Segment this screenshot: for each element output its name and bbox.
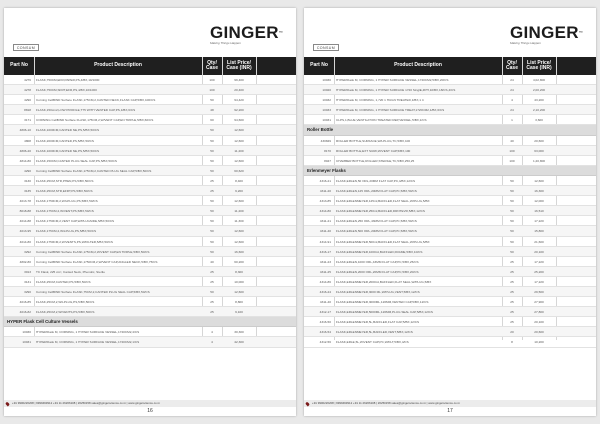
price-cell: 16,300 [534, 189, 544, 194]
description-cell: HYPERFlask M, CORNING, 1 HYPER SURFACE VESSEL,1720CM2,5/BX,20/CS [336, 78, 449, 82]
part-no-cell: 3130 [24, 178, 31, 183]
part-no-cell: 4314-91 [319, 239, 331, 244]
part-no-cell: 4313-85 [319, 199, 331, 204]
part-no-cell: 10032 [322, 98, 331, 103]
description-cell: FLASK,175CM,2,W/VENT,PS,5/BX,50/CS [36, 209, 94, 214]
qty-cell: 40 [210, 259, 214, 264]
price-cell: 21,600 [534, 239, 544, 244]
qty-cell: 50 [510, 209, 514, 214]
part-no-cell: 10031 [322, 118, 331, 123]
qty-cell: 25 [510, 310, 514, 315]
qty-cell: 50 [210, 239, 214, 244]
description-cell: FLASK,1750CM,2,VENT CAP,W/PLUGSIDE,5/BX,50/CS [36, 219, 115, 224]
table-header [304, 57, 596, 75]
qty-cell: 8 [511, 340, 513, 345]
qty-cell: 50 [510, 249, 514, 254]
header-part-no: Part No [10, 62, 28, 69]
description-cell: Corning CellBIND Surface FLASK,175CM,2,W/VENT CAP,EN TRIPLE,5/BX,50/CS [36, 249, 150, 254]
description-cell: FLASK,25CM,STR,PHEN,PS,5/BX,50/CS [36, 178, 94, 183]
price-cell: 27,900 [534, 300, 544, 305]
table-row [304, 85, 596, 95]
table-row [304, 226, 596, 236]
price-cell: 8,800 [235, 300, 243, 305]
qty-cell: 100 [509, 148, 515, 153]
qty-cell: 24 [510, 78, 514, 82]
table-row [4, 337, 296, 347]
table-row [4, 307, 296, 317]
price-cell: 12,600 [234, 128, 244, 133]
qty-cell: 25 [510, 279, 514, 284]
part-no-cell: 4316-24 [319, 289, 331, 294]
qty-cell: 50 [510, 239, 514, 244]
description-cell: FLASK,1000CM,CANTED NE,PS,5/BX,50/CS [36, 148, 100, 153]
footer-contact: +91 9900226208 | 9999493912 +91 11 26266108 | 26250158 sales@gingerscience.co.in | www.gingerscience.co.in [12, 401, 160, 405]
table-row [4, 146, 296, 156]
price-cell: 9,100 [235, 310, 243, 315]
qty-cell: 40 [510, 138, 514, 143]
description-cell: FLASK,25CM,CANTED,PS,5/BX,50/CS [36, 279, 91, 284]
price-cell: 4,02,800 [532, 78, 546, 82]
qty-cell: 50 [510, 199, 514, 204]
qty-cell: 50 [510, 189, 514, 194]
price-cell: 12,600 [234, 138, 244, 143]
description-cell: Corning CellBIND Surface FLASK,175CM,2,CANTED NECK,FLASK CAP,5/BX,100/CS [36, 98, 156, 103]
description-cell: FLASK,ERLEN,50 ORL,20MM FLAT CAP,PC,4/BX,12/CS [336, 178, 416, 183]
part-no-cell: 4312-17 [319, 310, 331, 315]
description-cell: FLASK,ERLEN,250 ORL,43MM FLAT CAP,PC,5/BX,50/CS [336, 219, 417, 224]
qty-cell: 50 [510, 219, 514, 224]
table-row [304, 267, 596, 277]
price-cell: 29,500 [534, 289, 544, 294]
part-no-cell: 3292 [24, 249, 31, 254]
qty-cell: 50 [210, 199, 214, 204]
qty-cell: 50 [510, 178, 514, 183]
description-cell: FLASK,750CM,EFR,PAPER,PS,4/BX,10/1000 [36, 78, 100, 82]
price-cell: 10,200 [534, 340, 544, 345]
part-no-cell: 3131 [24, 279, 31, 284]
qty-cell: 50 [210, 158, 214, 163]
part-no-cell: 4016-85 [19, 300, 31, 305]
price-cell: 8,300 [235, 269, 243, 274]
table-row [304, 206, 596, 216]
price-cell: 20,600 [534, 330, 544, 335]
description-cell: HYPERFlask M, CORNING, 1 HYPER SURFACE TREAT,1720CM2,1/BX,6/CS [336, 108, 445, 113]
part-no-cell: 3135 [24, 189, 31, 194]
table-row [4, 237, 296, 247]
qty-cell: 25 [210, 189, 214, 194]
part-no-cell: 10030 [22, 330, 31, 335]
price-cell: 30,300 [234, 330, 244, 335]
qty-cell: 100 [209, 88, 215, 93]
table-row [4, 257, 296, 267]
description-cell: Corning CellBIND Surface FLASK,75CM,2,CANTED PLUG SEAL CAP,5/BX,50/CS [36, 289, 150, 294]
part-no-cell: 4014-80 [19, 239, 31, 244]
table-row [304, 337, 596, 347]
table-row [4, 136, 296, 146]
table-row [304, 196, 596, 206]
qty-cell: 1 [511, 118, 513, 123]
description-cell: FLASK,25CM,2,W/LPLUG,PS,5/BX,50/CS [36, 300, 95, 305]
price-cell: 94,600 [234, 118, 244, 123]
price-cell: 8,400 [235, 178, 243, 183]
description-cell: ROLLER BOTTLE,SURFACE,W/LPLUG,TC,5/BX,100 [336, 138, 411, 143]
price-cell: 16,510 [534, 209, 544, 214]
qty-cell: 50 [210, 138, 214, 143]
part-no-cell: 4314-80 [319, 209, 331, 214]
price-cell: 12,600 [234, 289, 244, 294]
part-no-cell: 4311-20 [319, 189, 331, 194]
header-price: List Price/ Case (INR) [526, 59, 552, 71]
part-no-cell: 4013-95 [19, 229, 31, 234]
description-cell: FLASK,ERLE,5L,W/VENT CAP,PC,W/FLT,5/BX,4/CS [336, 340, 409, 345]
part-no-cell: 4316-50 [319, 320, 331, 325]
table-row [304, 176, 596, 186]
qty-cell: 50 [210, 168, 214, 173]
qty-cell: 25 [510, 269, 514, 274]
qty-cell: 48 [210, 108, 214, 113]
part-no-cell: 4311-25 [319, 269, 331, 274]
table-row [4, 287, 296, 297]
qty-cell: 50 [210, 289, 214, 294]
price-cell: 12,600 [534, 178, 544, 183]
description-cell: FLASK,ERLENMEYER,3000 ML,W/PLUG,VENT,5/BX,12/CS [336, 289, 420, 294]
table-row [304, 297, 596, 307]
qty-cell: 25 [210, 310, 214, 315]
part-no-cell: 8018-88 [19, 209, 31, 214]
description-cell: CHAMBER BOTTLE,ROLLER,STERILE,TC,5/BX,250,25 [336, 158, 415, 163]
table-row [304, 257, 596, 267]
header-qty: Qty/ Case [506, 59, 518, 71]
part-no-cell: 4278 [24, 88, 31, 93]
brand-name: GINGER [510, 23, 579, 42]
price-cell: 43,200 [534, 98, 544, 103]
qty-cell: 100 [209, 78, 215, 82]
part-no-cell: 4806-20 [19, 148, 31, 153]
category-heading: HYPER Flask Cell Culture Vessels [4, 317, 296, 327]
section-tag: CONSUM [13, 44, 39, 51]
price-cell: 15,800 [534, 229, 544, 234]
price-cell: 27,800 [534, 310, 544, 315]
description-cell: FLASK,25CM,STR,EFRT,PS,5/BX,50/CS [36, 189, 93, 194]
table-row [4, 186, 296, 196]
table-row [304, 186, 596, 196]
description-cell: FLASK,150cm2,LOW PROFILE,T75 WITH VENTED CAP,PS,1/BX,6/CS [36, 108, 136, 113]
qty-cell: 25 [510, 320, 514, 325]
description-cell: FLASK,1750CM,2,W/LPLUG,PS,5/BX,50/CS [36, 199, 98, 204]
qty-cell: 25 [510, 300, 514, 305]
table-row [4, 277, 296, 287]
description-cell: FLASK,1000CM,CANTED NE,PS,5/BX,50/CS [36, 128, 100, 133]
table-row [4, 125, 296, 135]
table-row [4, 206, 296, 216]
footer-contact: +91 9900226208 | 9999493912 +91 11 26266108 | 26250158 sales@gingerscience.co.in | www.gingerscience.co.in [312, 401, 460, 405]
table-row [304, 115, 596, 125]
description-cell: HYPERFlask M, CORNING, 1 HYPER SURFACE VESSEL,1720CM2,1/CS [36, 340, 140, 345]
price-cell: 20,100 [534, 249, 544, 254]
table-row [304, 287, 596, 297]
price-cell: 92,200 [234, 108, 244, 113]
part-no-cell: 4311-40 [319, 229, 331, 234]
price-cell: 2,10,200 [532, 108, 546, 113]
description-cell: FLASK,150CM,CANTED PLUG SEAL CAP,PS,5/BX,50/CS [36, 158, 117, 163]
part-no-cell: 4311-23 [319, 259, 331, 264]
description-cell: FLASK,ERLENMEYER,5000ML,120MM,PLUG SEAL CAP,5/BX,12/CS [336, 310, 433, 315]
part-no-cell: 3290 [24, 289, 31, 294]
brand-tagline: Making Things Happen [510, 41, 541, 45]
table-row [4, 95, 296, 105]
product-table [304, 75, 596, 348]
price-cell: 20,600 [534, 138, 544, 143]
part-no-cell: 3013 [24, 269, 31, 274]
price-cell: 11,200 [234, 148, 244, 153]
price-cell: 12,600 [234, 158, 244, 163]
qty-cell: 4 [511, 98, 513, 103]
price-cell: 11,200 [234, 209, 244, 214]
table-row [304, 136, 596, 146]
location-pin-icon [5, 401, 10, 406]
description-cell: Corning CellBIND Surface FLASK,1750CM,2,W/VENT CAP,ANGLED NECK,5/BX,75/CS [36, 259, 158, 264]
section-tag: CONSUM [313, 44, 339, 51]
product-table [4, 75, 296, 348]
price-cell: 3,600 [535, 118, 543, 123]
description-cell: FLASK,ERLENMEYER,1000ml,BAFFLED,FRAME,5/BX,10/CS [336, 249, 423, 254]
price-cell: 17,220 [534, 259, 544, 264]
price-cell: 11,300 [234, 219, 244, 224]
part-no-cell: 8818 [24, 108, 31, 113]
table-row [4, 196, 296, 206]
qty-cell: 50 [210, 229, 214, 234]
part-no-cell: 3171 [24, 118, 31, 123]
part-no-cell: 4316-21 [319, 178, 331, 183]
table-row [304, 277, 596, 287]
page-number: 16 [147, 408, 153, 414]
qty-cell: 50 [510, 229, 514, 234]
price-cell: 12,600 [234, 229, 244, 234]
part-no-cell: 10033 [322, 108, 331, 113]
price-cell: 99,400 [234, 78, 244, 82]
header-part-no: Part No [310, 62, 328, 69]
description-cell: FLASK,ERLEN,500 ORL,20MM FLAT CAP,PC,5/BX,50/CS [336, 229, 417, 234]
price-cell: 94,420 [234, 98, 244, 103]
qty-cell: 60 [210, 118, 214, 123]
qty-cell: 4 [211, 340, 213, 345]
description-cell: CORNING CellBIND Surface FLASK,175CM,2,W/VENT CAP,EN TRIPLE,5/BX,60/CS [36, 118, 154, 123]
table-row [4, 216, 296, 226]
table-row [304, 216, 596, 226]
qty-cell: 50 [210, 219, 214, 224]
qty-cell: 50 [210, 128, 214, 133]
category-heading: Erlenmeyer Flasks [304, 166, 596, 176]
table-row [304, 237, 596, 247]
table-row [304, 156, 596, 166]
part-no-cell: 4312-56 [319, 340, 331, 345]
brand-logo: GINGER™ Making Things Happen [510, 23, 584, 45]
part-no-cell: 4808 [24, 138, 31, 143]
price-cell: 10,000 [234, 279, 244, 284]
price-cell: 9,200 [235, 189, 243, 194]
table-row [4, 115, 296, 125]
part-no-cell: 4014-88 [19, 219, 31, 224]
price-cell: 60,620 [234, 168, 244, 173]
table-row [4, 247, 296, 257]
brand-logo: GINGER™ Making Things Happen [210, 23, 284, 45]
qty-cell: 20 [510, 330, 514, 335]
description-cell: CLPS,1,BLUE,VENTILATION TREATED REP,VESSEL,5/BX,1/CS [336, 118, 427, 123]
qty-cell: 4 [211, 330, 213, 335]
description-cell: FLASK,ERLEN,2000 ORL,20MM FLAT CAP,PC,5/BX,20/CS [336, 269, 419, 274]
price-cell: 17,220 [534, 279, 544, 284]
part-no-cell: 4311-21 [319, 219, 331, 224]
table-row [304, 105, 596, 115]
table-row [4, 176, 296, 186]
description-cell: FLASK,ERLENMEYER,2000ml,BAFFLED,FLAT SEAL,W/PLUG,5/BX [336, 279, 432, 284]
price-cell: 12,600 [234, 239, 244, 244]
description-cell: FLASK,175CM,2,W/LPLUG,PS,5/BX,50/CS [36, 229, 97, 234]
description-cell: FLASK,ERLENMEYER,5L,BAFFLED,FLAT CAP,5/BX,12/CS [336, 320, 420, 325]
description-cell: FLASK,ERLEN,1000 ORL,43MM FLAT CAP,PC,5/BX,25/CS [336, 259, 419, 264]
description-cell: FLASK,750CM,SFRT,EFR,PS,4/BX,10/1000 [36, 88, 97, 93]
part-no-cell: 4290 [24, 168, 31, 173]
qty-cell: 50 [210, 209, 214, 214]
part-no-cell: 4802-80 [19, 259, 31, 264]
price-cell: 12,000 [534, 199, 544, 204]
description-cell: FLASK,ERLENMEYER,5L,BAFFLED,VENT,5/BX,12/CS [336, 330, 413, 335]
part-no-cell: 4013-78 [19, 199, 31, 204]
table-row [4, 327, 296, 337]
part-no-cell: 430849 [320, 138, 331, 143]
qty-cell: 50 [210, 148, 214, 153]
table-row [304, 247, 596, 257]
table-header [4, 57, 296, 75]
part-no-cell: 4316-17 [319, 249, 331, 254]
description-cell: HYPERFlask M, CORNING, 1,720 1 HUGN TREATED,1/BX,1 4 [336, 98, 424, 103]
part-no-cell: 4276 [24, 78, 31, 82]
part-no-cell: 8047 [324, 158, 331, 163]
page-number: 17 [447, 408, 453, 414]
table-row [304, 146, 596, 156]
price-cell: 63,000 [534, 148, 544, 153]
qty-cell: 24 [510, 88, 514, 93]
price-cell: 17,220 [534, 219, 544, 224]
description-cell: FLASK,ERLENMEYER,500ml,BAFFLED,FLAT SEAL,W/PLUG,5/BX [336, 239, 430, 244]
part-no-cell: 4814-80 [19, 158, 31, 163]
table-row [304, 307, 596, 317]
table-row [304, 95, 596, 105]
price-cell: 2,00,200 [532, 88, 546, 93]
qty-cell: 25 [510, 259, 514, 264]
qty-cell: 50 [210, 98, 214, 103]
page-footer [304, 400, 596, 407]
part-no-cell: 4314-86 [319, 279, 331, 284]
description-cell: FLASK,25CM,2,W/VENTS,PS,5/BX,50/CS [36, 310, 95, 315]
header-description: Product Description [394, 62, 442, 69]
table-row [4, 226, 296, 236]
description-cell: Corning CellBIND Surface FLASK,175CM,2,CANTED PLUG SEAL CAP,5/BX,50/CS [36, 168, 152, 173]
qty-cell: 25 [210, 300, 214, 305]
part-no-cell: 10020 [322, 88, 331, 93]
brand-name: GINGER [210, 23, 279, 42]
price-cell: 1,20,800 [532, 158, 546, 163]
part-no-cell: 4016-82 [19, 310, 31, 315]
table-row [304, 75, 596, 85]
qty-cell: 50 [210, 249, 214, 254]
price-cell: 20,400 [234, 88, 244, 93]
table-row [4, 85, 296, 95]
header-qty: Qty/ Case [206, 59, 218, 71]
catalog-page-right [304, 8, 596, 416]
part-no-cell: 8170 [324, 148, 331, 153]
location-pin-icon [305, 401, 310, 406]
part-no-cell: 4311-40 [319, 300, 331, 305]
part-no-cell: 4316-54 [319, 330, 331, 335]
price-cell: 16,600 [234, 249, 244, 254]
page-footer [4, 400, 296, 407]
table-row [4, 166, 296, 176]
qty-cell: 25 [510, 289, 514, 294]
header-price: List Price/ Case (INR) [226, 59, 252, 71]
table-row [4, 267, 296, 277]
qty-cell: 25 [210, 269, 214, 274]
description-cell: ROLLER BOTTLE,EXT SURF,W/VENT CAP,5/BX,100 [336, 148, 411, 153]
brand-tagline: Making Things Happen [210, 41, 241, 45]
price-cell: 25,200 [534, 269, 544, 274]
price-cell: 20,100 [534, 320, 544, 325]
price-cell: 60,200 [234, 259, 244, 264]
table-row [4, 297, 296, 307]
qty-cell: 24 [510, 108, 514, 113]
table-row [304, 327, 596, 337]
part-no-cell: 4806-10 [19, 128, 31, 133]
table-row [4, 75, 296, 85]
part-no-cell: 10031 [22, 340, 31, 345]
qty-cell: 100 [509, 158, 515, 163]
catalog-page-left [4, 8, 296, 416]
qty-cell: 25 [210, 279, 214, 284]
price-cell: 42,300 [234, 340, 244, 345]
price-cell: 12,600 [234, 199, 244, 204]
part-no-cell: 4290 [24, 98, 31, 103]
description-cell: FLASK,ERLENMEYER,250ml,BAFFLED,DRNTEVR,5/BX,12/CS [336, 209, 425, 214]
description-cell: FLASK,2000CM,CANTED,PS,5/BX,50/CS [36, 138, 94, 143]
qty-cell: 25 [210, 178, 214, 183]
part-no-cell: 10030 [322, 78, 331, 82]
description-cell: HYPERFlask M, CORNING, 1 HYPER SURFACE VESSEL,1720CM2,4/CS [36, 330, 140, 335]
description-cell: FLASK,ERLEN,125 ORL,20MM FLAT CAP,PC,5/BX,50/CS [336, 189, 417, 194]
description-cell: FLASK,1750CM,2,W/VENTS,PS,W/FILTER,5/BX,50/CS [36, 239, 113, 244]
description-cell: TC Flask, 225 cm², Canted Neck, Phenolic, Sterile [36, 269, 105, 274]
table-row [4, 156, 296, 166]
description-cell: FLASK,ERLENMEYER,3000ML,120MM,VENTED CAP,5/BX,12/CS [336, 300, 429, 305]
description-cell: FLASK,ERLENMEYER,125ml,BAFFLED,FLAT SEAL,W/PLUG,5/BX [336, 199, 430, 204]
category-heading: Roller Bottle [304, 125, 596, 135]
description-cell: HYPERFlask M, CORNING, 1 HYPER SURFACE 1720 SinglE,ZPH,10/BX,18/CS,4/CS [336, 88, 456, 93]
table-row [4, 105, 296, 115]
header-description: Product Description [94, 62, 142, 69]
table-row [304, 317, 596, 327]
